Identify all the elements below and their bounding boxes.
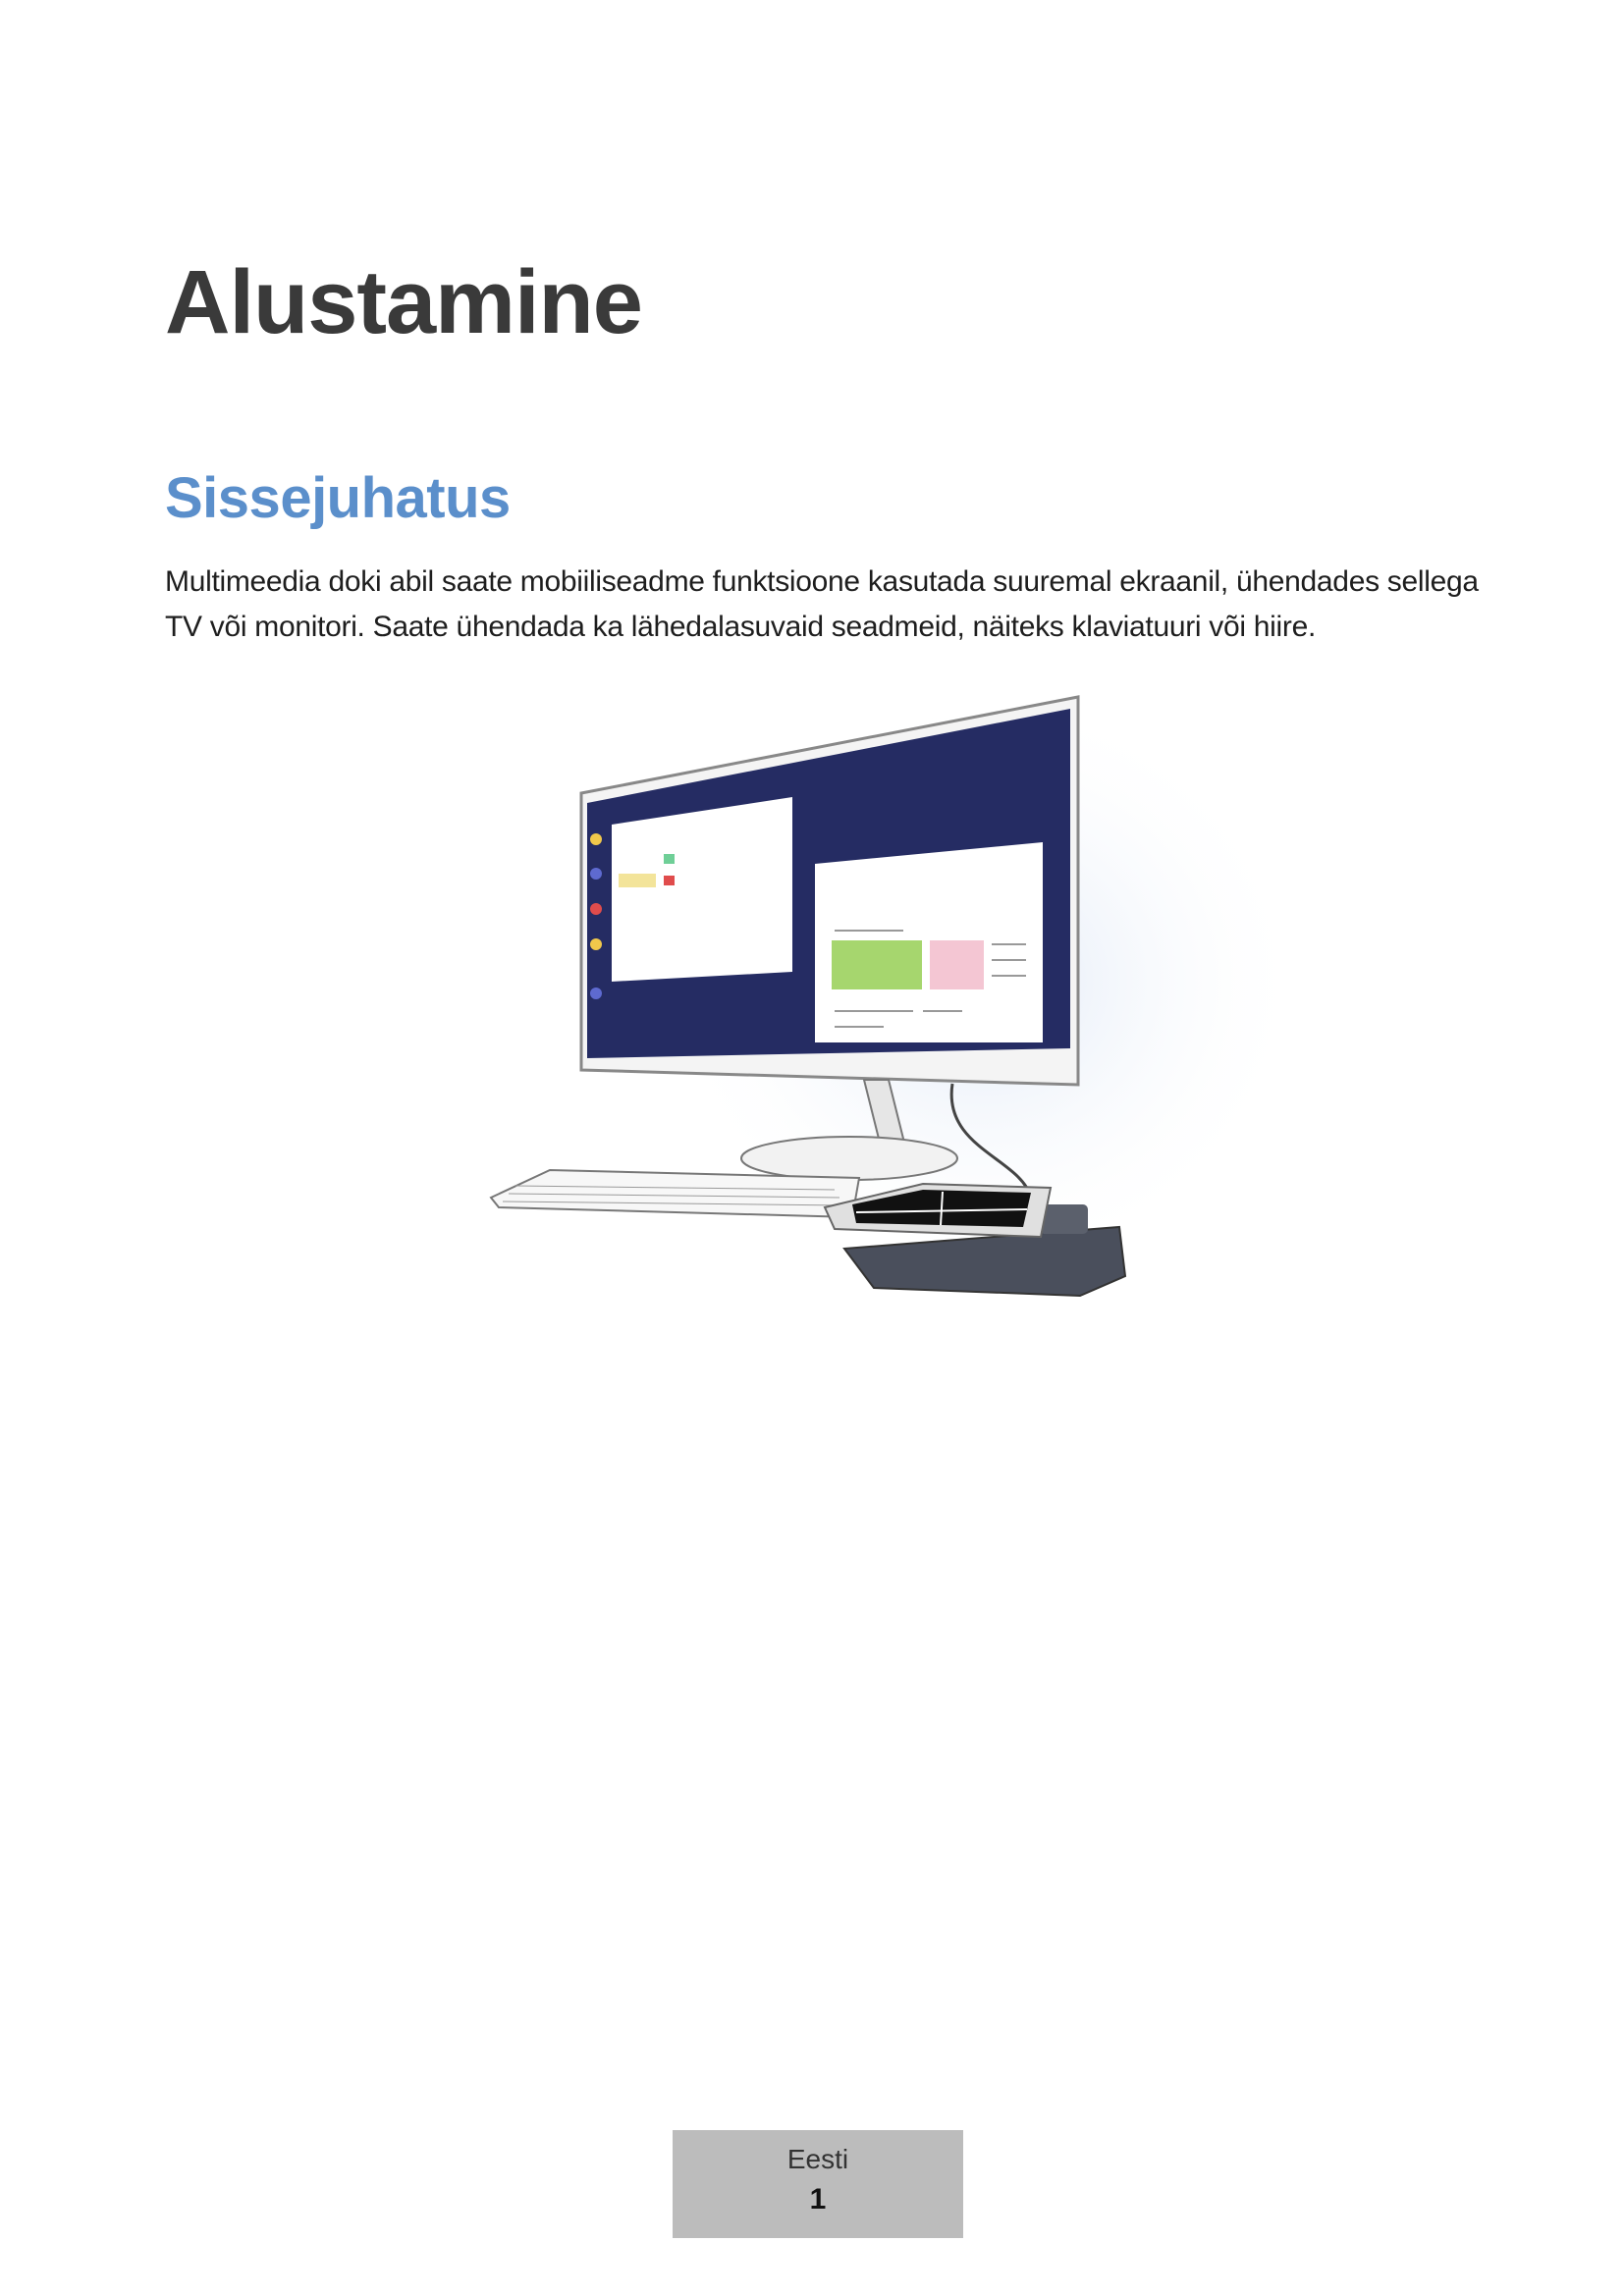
content-block-green xyxy=(832,940,922,989)
app-window-left xyxy=(612,797,792,982)
taskbar-dot xyxy=(590,868,602,880)
note-tag-red xyxy=(664,876,675,885)
monitor xyxy=(581,697,1078,1085)
page-number: 1 xyxy=(809,2183,827,2216)
section-heading: Sissejuhatus xyxy=(165,466,511,530)
footer-language: Eesti xyxy=(786,2144,849,2174)
monitor-base xyxy=(741,1137,957,1180)
note-tag-green xyxy=(664,854,675,864)
content-block-pink xyxy=(930,940,984,989)
page-title: Alustamine xyxy=(165,252,642,352)
taskbar-dot xyxy=(590,988,602,999)
page-footer xyxy=(673,2130,963,2238)
dock-setup-illustration xyxy=(471,687,1296,1315)
taskbar-dot xyxy=(590,938,602,950)
intro-paragraph: Multimeedia doki abil saate mobiiliseadme funktsioone kasutada suuremal ekraanil, ühendades sellega TV või monitori. Saate ühendada ka lähedalasuvaid seadmeid, näiteks klaviatuuri või hiire. xyxy=(165,565,1479,643)
taskbar-dot xyxy=(590,903,602,915)
note-item-yellow xyxy=(619,874,656,887)
taskbar-dot xyxy=(590,833,602,845)
keyboard xyxy=(491,1170,859,1217)
